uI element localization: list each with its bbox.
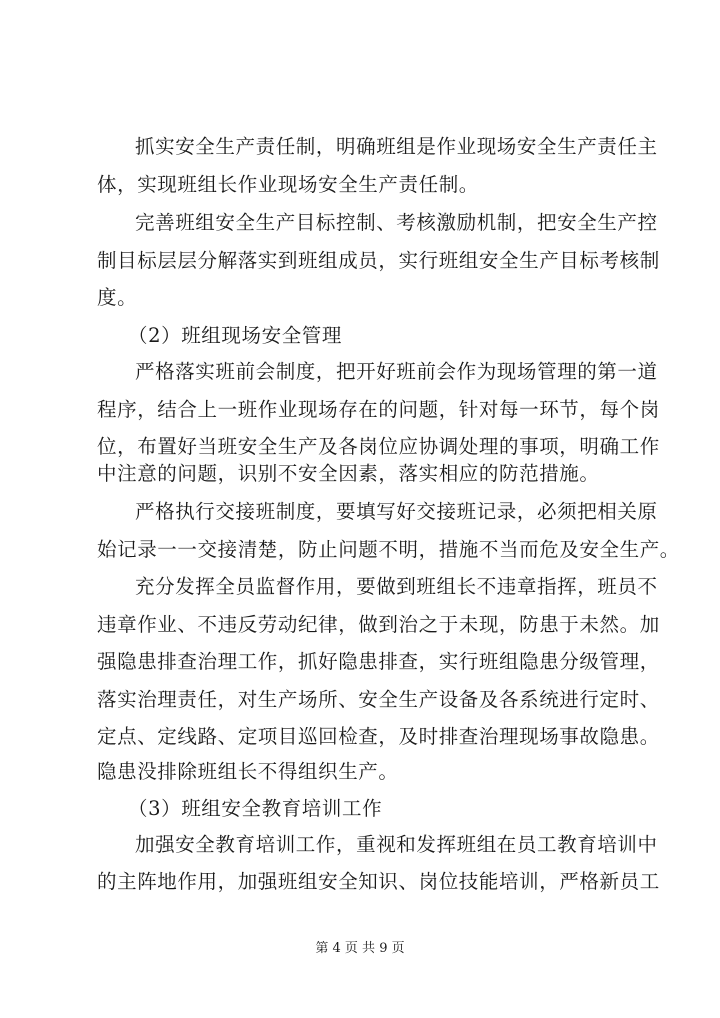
section-heading: （2）班组现场安全管理 xyxy=(128,324,343,347)
text-line: 严格执行交接班制度，要填写好交接班记录，必须把相关原 xyxy=(135,500,658,523)
text-line: 程序，结合上一班作业现场存在的问题，针对每一环节，每个岗 xyxy=(97,398,660,421)
text-line: 抓实安全生产责任制，明确班组是作业现场安全生产责任主 xyxy=(135,135,658,158)
text-line: 制目标层层分解落实到班组成员，实行班组安全生产目标考核制 xyxy=(97,249,660,272)
text-line: 的主阵地作用，加强班组安全知识、岗位技能培训，严格新员工 xyxy=(97,870,660,893)
text-line: 中注意的问题，识别不安全因素，落实相应的防范措施。 xyxy=(97,462,600,485)
text-line: 位，布置好当班安全生产及各岗位应协调处理的事项，明确工作 xyxy=(97,435,660,458)
text-line: 定点、定线路、定项目巡回检查，及时排查治理现场事故隐患。 xyxy=(97,725,660,748)
text-line: 体，实现班组长作业现场安全生产责任制。 xyxy=(97,173,479,196)
text-line: 隐患没排除班组长不得组织生产。 xyxy=(97,760,399,783)
text-line: 始记录一一交接清楚，防止问题不明，措施不当而危及安全生产。 xyxy=(97,538,680,561)
page-number-footer: 第 4 页 共 9 页 xyxy=(315,941,405,956)
text-line: 完善班组安全生产目标控制、考核激励机制，把安全生产控 xyxy=(135,211,658,234)
text-line: 落实治理责任，对生产场所、安全生产设备及各系统进行定时、 xyxy=(97,688,660,711)
text-line: 强隐患排查治理工作，抓好隐患排查，实行班组隐患分级管理， xyxy=(97,650,660,673)
text-line: 度。 xyxy=(97,286,138,309)
text-line: 严格落实班前会制度，把开好班前会作为现场管理的第一道 xyxy=(135,360,658,383)
text-line: 违章作业、不违反劳动纪律，做到治之于未现，防患于未然。加 xyxy=(97,613,660,636)
text-line: 充分发挥全员监督作用，要做到班组长不违章指挥，班员不 xyxy=(135,575,658,598)
section-heading: （3）班组安全教育培训工作 xyxy=(128,797,383,820)
text-line: 加强安全教育培训工作，重视和发挥班组在员工教育培训中 xyxy=(135,833,658,856)
